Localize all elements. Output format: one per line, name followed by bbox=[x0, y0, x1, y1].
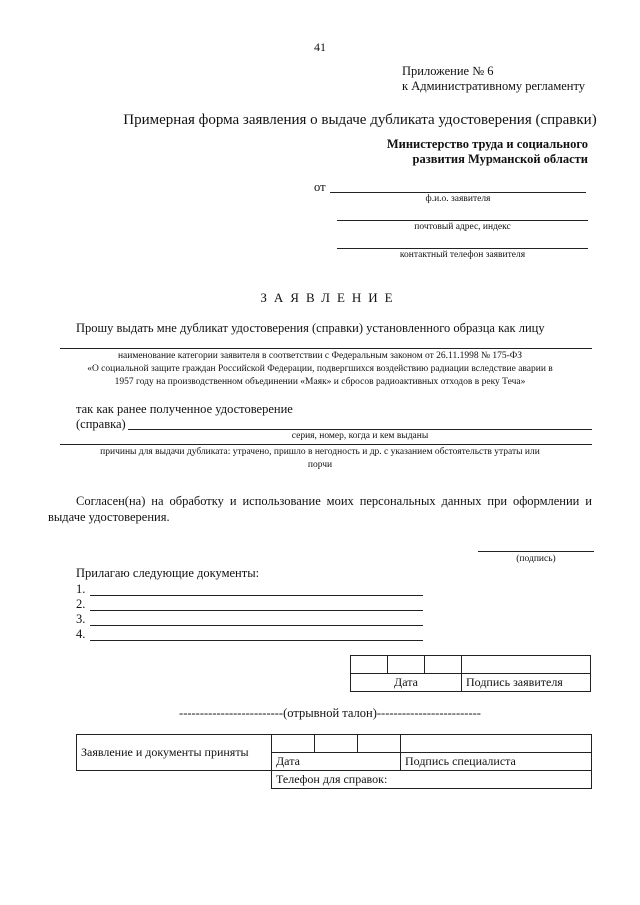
previous-certificate-line: так как ранее полученное удостоверение bbox=[76, 402, 293, 416]
tear-off-line: -------------------------(отрывной талон)------------------------- bbox=[179, 706, 481, 720]
applicant-signature-cell[interactable] bbox=[462, 656, 591, 674]
address-field[interactable] bbox=[337, 220, 588, 221]
reasons-caption-2: порчи bbox=[307, 460, 333, 470]
series-caption: серия, номер, когда и кем выданы bbox=[291, 431, 429, 441]
fio-field[interactable] bbox=[330, 192, 586, 193]
attachment-field[interactable] bbox=[90, 595, 423, 596]
attachment-number: 1. bbox=[76, 582, 86, 596]
receipt-date-cell[interactable] bbox=[272, 735, 315, 753]
date-cell[interactable] bbox=[425, 656, 462, 674]
specialist-signature-cell[interactable] bbox=[401, 735, 592, 753]
fio-caption: ф.и.о. заявителя bbox=[425, 194, 491, 204]
category-field[interactable] bbox=[60, 348, 592, 349]
address-caption: почтовый адрес, индекс bbox=[414, 222, 511, 232]
consent-line-2: выдаче удостоверения. bbox=[48, 510, 170, 524]
attachment-field[interactable] bbox=[90, 610, 423, 611]
date-label: Дата bbox=[351, 674, 462, 692]
attachment-number: 2. bbox=[76, 597, 86, 611]
applicant-signature-label: Подпись заявителя bbox=[462, 674, 591, 692]
applicant-date-table bbox=[350, 655, 591, 692]
receipt-date-label: Дата bbox=[272, 753, 401, 771]
signature-caption: (подпись) bbox=[516, 554, 556, 564]
series-field[interactable] bbox=[128, 429, 592, 430]
receipt-date-cell[interactable] bbox=[315, 735, 358, 753]
consent-line-1: Согласен(на) на обработку и использование моих персональных данных при оформлении и bbox=[76, 494, 592, 508]
reasons-field[interactable] bbox=[60, 444, 592, 445]
signature-field[interactable] bbox=[478, 551, 594, 552]
page-title: Примерная форма заявления о выдаче дубликата удостоверения (справки) bbox=[123, 112, 597, 128]
reasons-caption-1: причины для выдачи дубликата: утрачено, пришло в негодность и др. с указанием обстоятельств утраты или bbox=[100, 447, 540, 457]
attachment-field[interactable] bbox=[90, 640, 423, 641]
category-caption-2: «О социальной защите граждан Российской Федерации, подвергшихся воздействию радиации вследствие аварии в bbox=[87, 364, 553, 374]
attachment-field[interactable] bbox=[90, 625, 423, 626]
accepted-label: Заявление и документы приняты bbox=[77, 735, 272, 771]
attachments-label: Прилагаю следующие документы: bbox=[76, 566, 260, 580]
appendix-line-2: к Административному регламенту bbox=[402, 79, 586, 93]
attachment-number: 4. bbox=[76, 627, 86, 641]
specialist-signature-label: Подпись специалиста bbox=[401, 753, 592, 771]
appendix-line-1: Приложение № 6 bbox=[402, 64, 494, 78]
request-text: Прошу выдать мне дубликат удостоверения (справки) установленного образца как лицу bbox=[76, 321, 545, 335]
date-cell[interactable] bbox=[388, 656, 425, 674]
phone-caption: контактный телефон заявителя bbox=[399, 250, 526, 260]
date-cell[interactable] bbox=[351, 656, 388, 674]
page-number: 41 bbox=[314, 40, 326, 54]
certificate-note: (справка) bbox=[76, 417, 126, 431]
attachment-number: 3. bbox=[76, 612, 86, 626]
receipt-table bbox=[76, 734, 592, 789]
from-label: от bbox=[314, 180, 326, 194]
phone-field[interactable] bbox=[337, 248, 588, 249]
category-caption-3: 1957 году на производственном объединении «Маяк» и сбросов радиоактивных отходов в реку Теча» bbox=[114, 377, 526, 387]
ministry-line-2: развития Мурманской области bbox=[412, 152, 588, 166]
category-caption-1: наименование категории заявителя в соответствии с Федеральным законом от 26.11.1998 № 175-ФЗ bbox=[117, 351, 523, 361]
reference-phone-label: Телефон для справок: bbox=[272, 771, 592, 789]
receipt-date-cell[interactable] bbox=[358, 735, 401, 753]
ministry-line-1: Министерство труда и социального bbox=[386, 137, 588, 151]
statement-heading: ЗАЯВЛЕНИЕ bbox=[260, 290, 400, 305]
